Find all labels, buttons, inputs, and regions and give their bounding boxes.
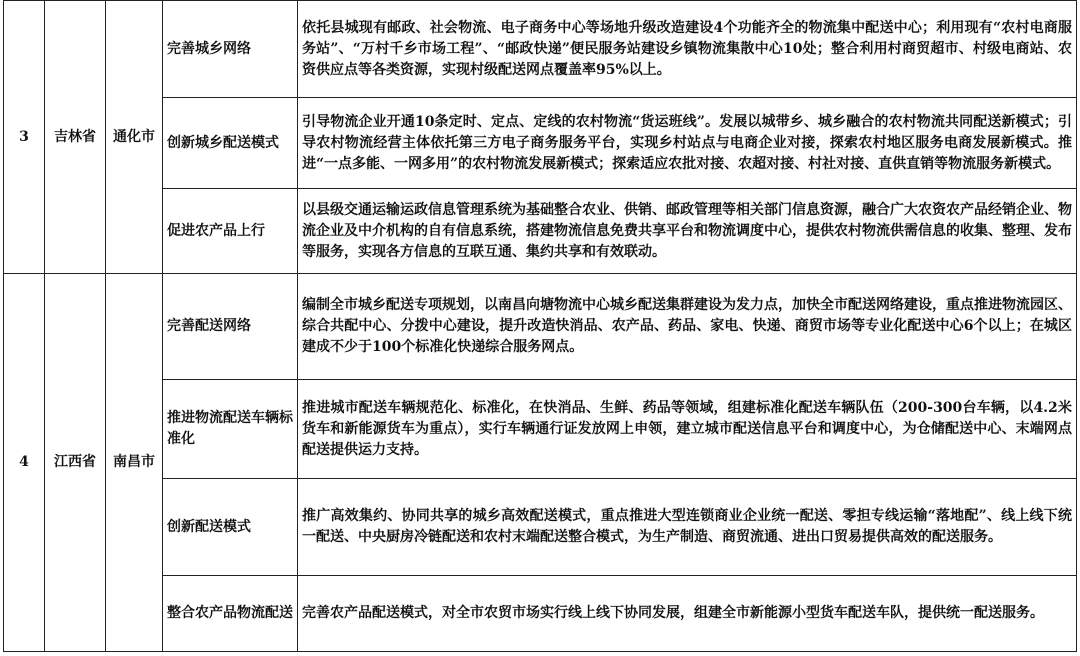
table-row — [4, 98, 1077, 189]
policy-table — [3, 0, 1077, 652]
task-title-cell: 创新配送模式 — [163, 479, 298, 576]
province-cell: 江西省 — [45, 274, 106, 652]
task-desc-cell: 依托县城现有邮政、社会物流、电子商务中心等场地升级改造建设4个功能齐全的物流集中配送中心；利用现有“农村电商服务站”、“万村千乡市场工程”、“邮政快递”便民服务站建设乡镇物流集散中心10处；整合利用村商贸超市、村级电商站、农资供应点等各类资源，实现村级配送网点覆盖率95%以上。 — [298, 1, 1077, 98]
task-desc-cell: 编制全市城乡配送专项规划，以南昌向塘物流中心城乡配送集群建设为发力点，加快全市配送网络建设，重点推进物流园区、综合共配中心、分拨中心建设，提升改造快消品、农产品、药品、家电、快递、商贸市场等专业化配送中心6个以上；在城区建成不少于100个标准化快递综合服务网点。 — [298, 274, 1077, 380]
province-cell: 吉林省 — [45, 1, 106, 274]
city-cell: 南昌市 — [106, 274, 163, 652]
task-desc-cell: 推进城市配送车辆规范化、标准化，在快消品、生鲜、药品等领域，组建标准化配送车辆队伍（200-300台车辆，以4.2米货车和新能源货车为重点），实行车辆通行证发放网上申领，建立城市配送信息平台和调度中心，为仓储配送中心、末端网点配送提供运力支持。 — [298, 380, 1077, 479]
table-row — [4, 274, 1077, 380]
table-row — [4, 380, 1077, 479]
row-number-cell: 4 — [4, 274, 45, 652]
task-title-cell: 完善配送网络 — [163, 274, 298, 380]
table-row — [4, 576, 1077, 652]
row-number-cell: 3 — [4, 1, 45, 274]
task-title-cell: 完善城乡网络 — [163, 1, 298, 98]
task-title-cell: 整合农产品物流配送 — [163, 576, 298, 652]
task-desc-cell: 以县级交通运输运政信息管理系统为基础整合农业、供销、邮政管理等相关部门信息资源，融合广大农资农产品经销企业、物流企业及中介机构的自有信息系统，搭建物流信息免费共享平台和物流调度中心，提供农村物流供需信息的收集、整理、发布等服务，实现各方信息的互联互通、集约共享和有效联动。 — [298, 189, 1077, 274]
task-title-cell: 促进农产品上行 — [163, 189, 298, 274]
table-row — [4, 189, 1077, 274]
city-cell: 通化市 — [106, 1, 163, 274]
task-title-cell: 创新城乡配送模式 — [163, 98, 298, 189]
task-desc-cell: 推广高效集约、协同共享的城乡高效配送模式，重点推进大型连锁商业企业统一配送、零担专线运输“落地配”、线上线下统一配送、中央厨房冷链配送和农村末端配送整合模式，为生产制造、商贸流通、进出口贸易提供高效的配送服务。 — [298, 479, 1077, 576]
task-title-cell: 推进物流配送车辆标准化 — [163, 380, 298, 479]
task-desc-cell: 完善农产品配送模式，对全市农贸市场实行线上线下协同发展，组建全市新能源小型货车配送车队，提供统一配送服务。 — [298, 576, 1077, 652]
table-row — [4, 1, 1077, 98]
table-row — [4, 479, 1077, 576]
task-desc-cell: 引导物流企业开通10条定时、定点、定线的农村物流“货运班线”。发展以城带乡、城乡融合的农村物流共同配送新模式；引导农村物流经营主体依托第三方电子商务服务平台，实现乡村站点与电商企业对接，探索农村地区服务电商发展新模式。推进“一点多能、一网多用”的农村物流发展新模式；探索适应农批对接、农超对接、村社对接、直供直销等物流服务新模式。 — [298, 98, 1077, 189]
